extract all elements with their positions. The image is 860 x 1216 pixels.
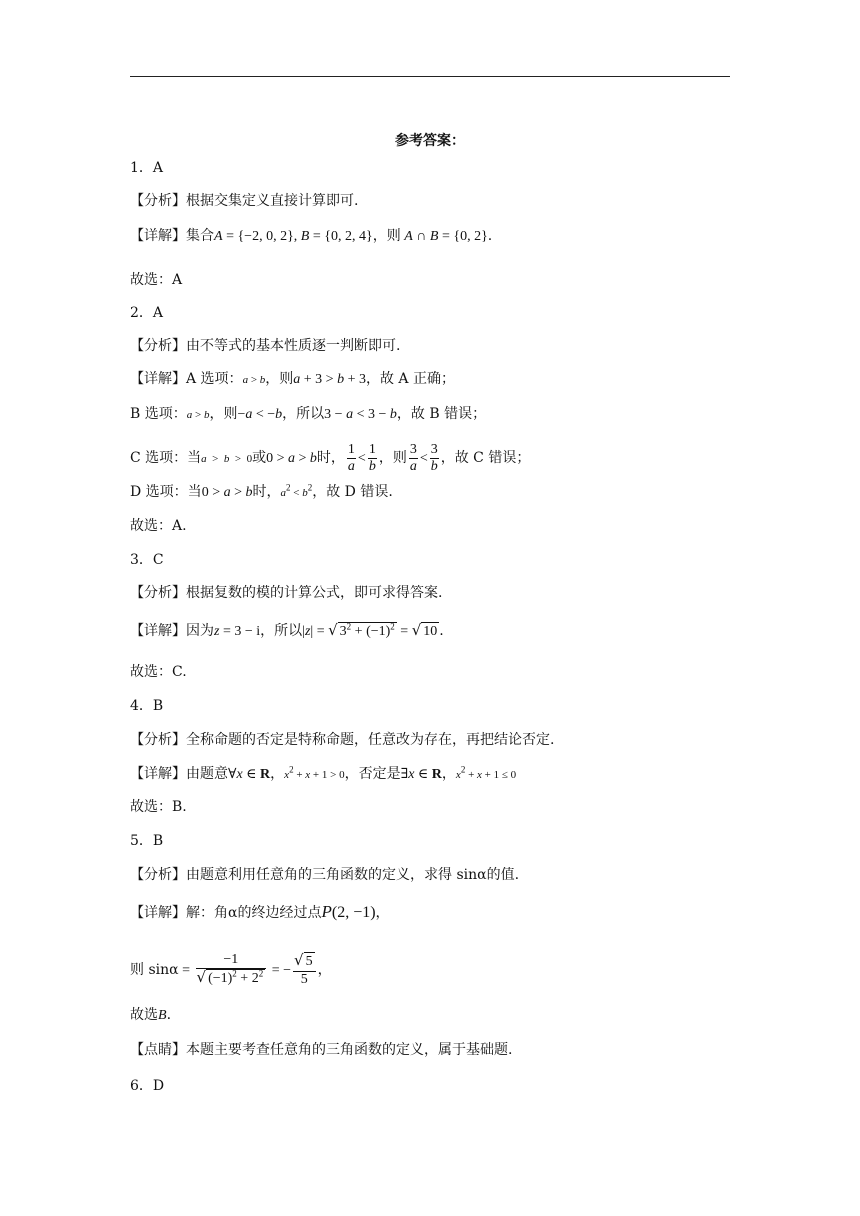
answer-2-number: 2．A — [130, 305, 164, 321]
answer-1-number: 1．A — [130, 160, 164, 176]
answer-5-conclusion: 故选B. — [130, 1007, 172, 1023]
answer-1-conclusion: 故选：A — [130, 272, 183, 288]
answer-2-conclusion: 故选：A. — [130, 518, 187, 534]
answer-2-detail-c: C 选项：当a > b > 0或0 > a > b时， $\frac{1}{a}$ < $\frac{1}{b}$ ，则 $\frac{3}{a}$ < $\frac{3}{b}$ ，故 C 错误； — [130, 441, 531, 474]
answer-5-then: 则 sinα = $\frac{-1}{√ (-1)^2 + 2^2}$ = − $\frac{√ 5}{5}$ ， — [130, 951, 332, 987]
answer-2-analysis: 【分析】由不等式的基本性质逐一判断即可. — [130, 338, 401, 354]
answer-1-analysis: 【分析】根据交集定义直接计算即可. — [130, 193, 359, 209]
answer-5-detail: 【详解】解：角α的终边经过点P(2, −1)， — [130, 902, 390, 921]
answer-5-number: 5．B — [130, 833, 164, 849]
answer-4-number: 4．B — [130, 698, 164, 714]
answer-3-conclusion: 故选：C. — [130, 664, 187, 680]
answer-6-number: 6．D — [130, 1078, 165, 1094]
answer-2-detail-d: D 选项：当0 > a > b时，$a^2 < b^2$，故 D 错误. — [130, 482, 393, 500]
answer-1-detail: 【详解】集合A = {−2, 0, 2}, B = {0, 2, 4}，则 A ∩ B = {0, 2}. — [130, 228, 493, 244]
answer-3-number: 3．C — [130, 552, 164, 568]
answer-3-analysis: 【分析】根据复数的模的计算公式，即可求得答案. — [130, 585, 443, 601]
answer-3-detail: 【详解】因为z = 3 − i，所以|z| = √ $3^2 + (-1)^2$ = √ 10 . — [130, 621, 444, 639]
header-rule — [130, 76, 730, 77]
page-title: 参考答案： — [395, 133, 465, 149]
answer-2-detail-a: 【详解】A 选项：a > b，则a + 3 > b + 3，故 A 正确； — [130, 371, 455, 387]
answer-5-comment: 【点睛】本题主要考查任意角的三角函数的定义，属于基础题. — [130, 1042, 513, 1058]
answer-4-detail: 【详解】由题意∀x ∈ R，$x^2 + x + 1 > 0$，否定是∃x ∈ R，$x^2 + x + 1 \le 0$ — [130, 764, 517, 782]
answer-4-conclusion: 故选：B. — [130, 799, 187, 815]
answer-2-detail-b: B 选项：a > b，则−a < −b，所以3 − a < 3 − b，故 B 错误； — [130, 406, 487, 422]
answer-5-analysis: 【分析】由题意利用任意角的三角函数的定义，求得 sinα的值. — [130, 867, 520, 883]
answer-4-analysis: 【分析】全称命题的否定是特称命题，任意改为存在，再把结论否定. — [130, 732, 555, 748]
